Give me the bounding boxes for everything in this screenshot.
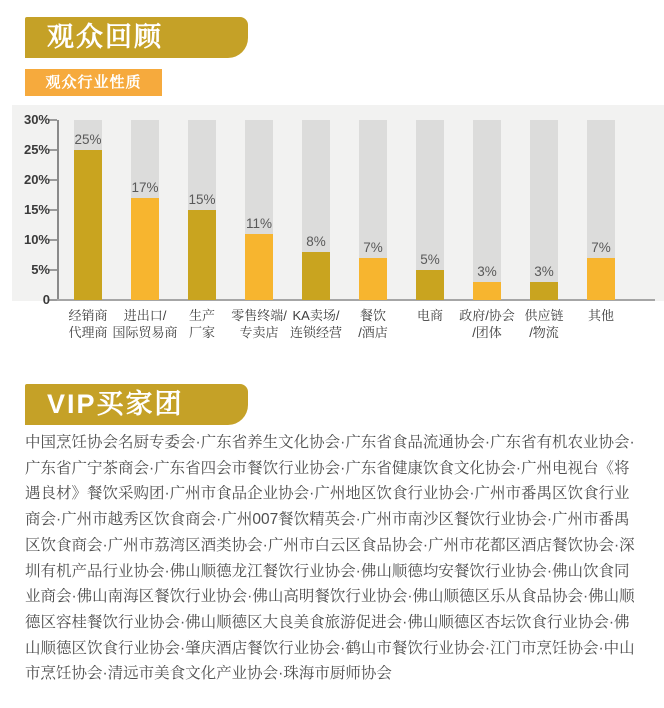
x-axis-label-line: 餐饮 (359, 308, 386, 323)
bar-value-label: 7% (363, 240, 383, 255)
bar-fill (74, 150, 102, 300)
vip-organizations-paragraph: 中国烹饪协会名厨专委会·广东省养生文化协会·广东省食品流通协会·广东省有机农业协会·广东省广宁茶商会·广东省四会市餐饮行业协会·广东省健康饮食文化协会·广州电视台《将遇良材》餐饮采购团·广州市食品企业协会·广州地区饮食行业协会·广州市番禺区饮食行业商会·广州市越秀区饮食商会·广州007餐饮精英会·广州市南沙区餐饮行业协会·广州市番禺区饮食商会·广州市荔湾区酒类协会·广州市白云区食品协会·广州市花都区酒店餐饮协会·深圳有机产品行业协会·佛山顺德龙江餐饮行业协会·佛山顺德均安餐饮行业协会·佛山饮食同业商会·佛山南海区餐饮行业协会·佛山高明餐饮行业协会·佛山顺德区乐从食品协会·佛山顺德区容桂餐饮行业协会·佛山顺德区大良美食旅游促进会·佛山顺德区杏坛饮食行业协会·佛山顺德区饮食行业协会·肇庆酒店餐饮行业协会·鹤山市餐饮行业协会·江门市烹饪协会·中山市烹饪协会·清远市美食文化产业协会·珠海市厨师协会 (25, 434, 635, 683)
x-axis-label-line: /物流 (529, 324, 559, 340)
bar-value-label: 15% (188, 192, 216, 207)
y-axis-line (57, 120, 59, 301)
audience-review-header (25, 17, 248, 58)
audience-industry-bar-chart (0, 105, 664, 365)
x-axis-label-line: KA卖场/ (292, 308, 340, 323)
vip-buyers-title: VIP买家团 (47, 389, 184, 419)
bar-value-label: 3% (534, 264, 554, 279)
bar-fill (473, 282, 501, 300)
bar-fill (131, 198, 159, 300)
x-axis-label-line: 其他 (587, 308, 614, 323)
x-axis-label-line: 零售终端/ (231, 308, 287, 323)
bar-fill (359, 258, 387, 300)
y-axis-tick-mark (49, 269, 57, 271)
bar-value-label: 7% (591, 240, 611, 255)
y-axis-tick-label: 20% (23, 172, 50, 187)
x-axis-label-line: /团体 (472, 324, 502, 340)
y-axis-tick-mark (49, 119, 57, 121)
bar-value-label: 8% (306, 234, 326, 249)
x-axis-label-line: 电商 (416, 308, 443, 323)
bar-value-label: 5% (420, 252, 440, 267)
bar-fill (302, 252, 330, 300)
y-axis-tick-label: 0 (42, 292, 50, 307)
y-axis-tick-mark (49, 299, 57, 301)
bar-value-label: 25% (74, 132, 102, 147)
y-axis-tick-label: 15% (23, 202, 50, 217)
audience-industry-subheader (25, 69, 162, 96)
audience-industry-subheader-label: 观众行业性质 (45, 74, 142, 91)
x-axis-label-line: 供应链 (524, 308, 564, 323)
bar-fill (245, 234, 273, 300)
x-axis-label-line: 代理商 (68, 324, 108, 340)
y-axis-tick-label: 10% (23, 232, 50, 247)
x-axis-label-line: 生产 (188, 308, 215, 323)
x-axis-label-line: 进出口/ (123, 308, 167, 323)
x-axis-label-line: 经销商 (68, 308, 108, 323)
y-axis-tick-label: 30% (23, 112, 50, 127)
y-axis-tick-mark (49, 239, 57, 241)
audience-review-title: 观众回顾 (47, 22, 163, 52)
y-axis-tick-label: 25% (23, 142, 50, 157)
x-axis-label (556, 308, 646, 325)
bar-fill (416, 270, 444, 300)
y-axis-tick-label: 5% (31, 262, 50, 277)
y-axis-tick-mark (49, 149, 57, 151)
bar-value-label: 3% (477, 264, 497, 279)
y-axis-tick-mark (49, 209, 57, 211)
x-axis-label-line: 专卖店 (239, 324, 279, 340)
bar-value-label: 17% (131, 180, 159, 195)
x-axis-label-line: 国际贸易商 (112, 324, 178, 340)
x-axis-label-line: 厂家 (188, 324, 215, 340)
x-axis-label-line: /酒店 (358, 324, 388, 340)
bar-fill (530, 282, 558, 300)
vip-buyers-header (25, 384, 248, 425)
bar-fill (188, 210, 216, 300)
x-axis-label-line: 政府/协会 (459, 308, 515, 323)
x-axis-label-line: 连锁经营 (289, 324, 342, 340)
bar-fill (587, 258, 615, 300)
bar-value-label: 11% (245, 216, 273, 231)
y-axis-tick-mark (49, 179, 57, 181)
